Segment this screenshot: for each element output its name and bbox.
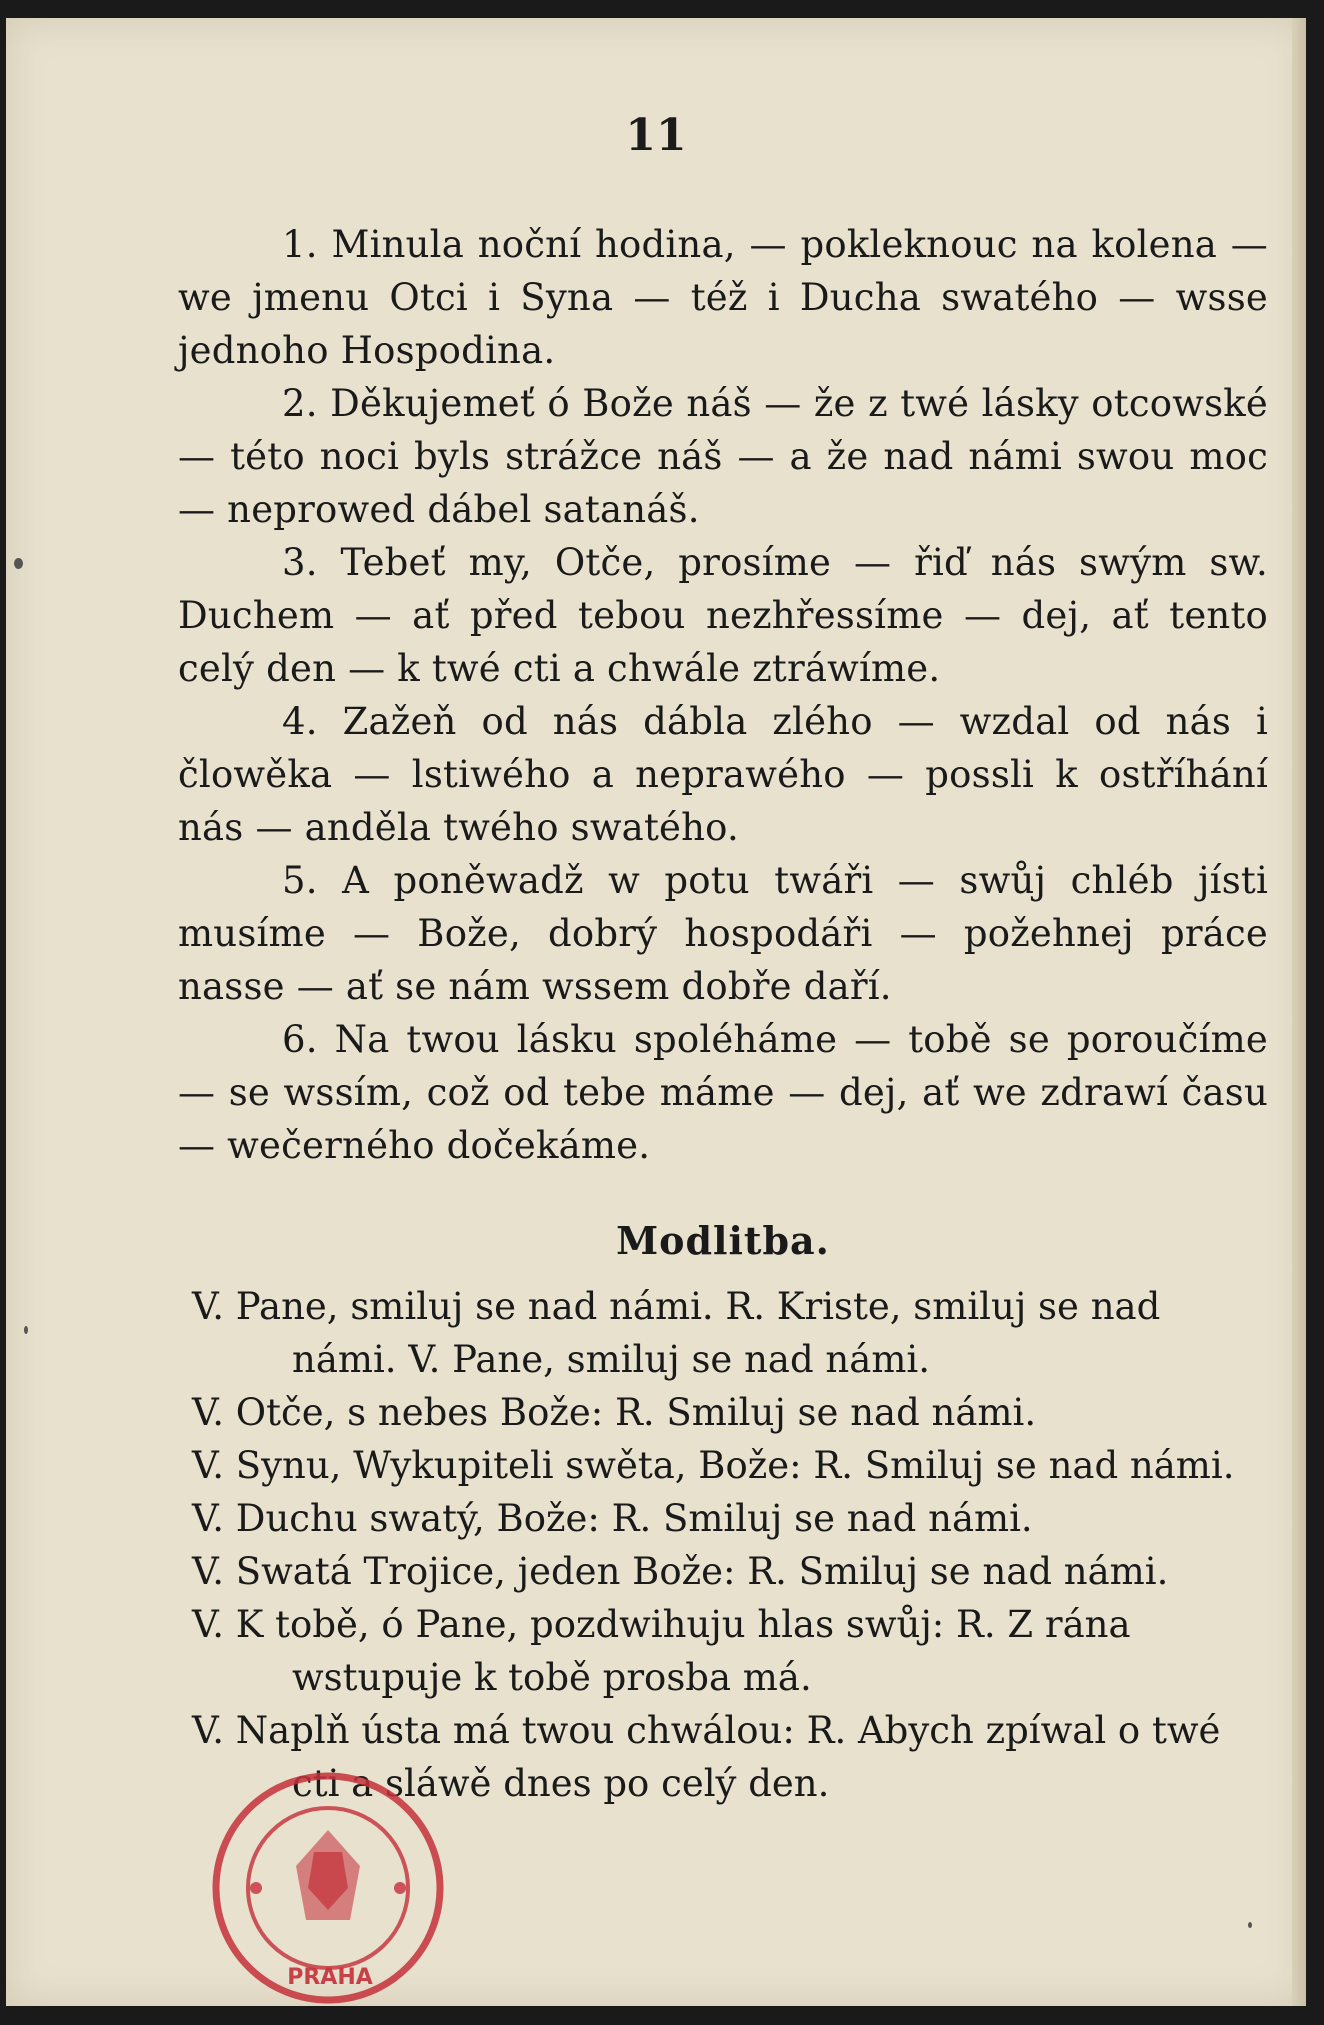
- verse-5: 5. A poněwadž w potu twáři — swůj chléb jísti musíme — Bože, dobrý hospodáři — požehnej práce nasse — ať se nám wssem dobře daří.: [178, 859, 1268, 1008]
- hymn-text: [178, 218, 1268, 1289]
- litany-line: V. Otče, s nebes Bože: R. Smiluj se nad námi.: [192, 1391, 1037, 1434]
- ink-speck: [24, 1326, 28, 1334]
- library-stamp-icon: [210, 1770, 446, 2006]
- verse-3: 3. Tebeť my, Otče, prosíme — řiď nás swým sw. Duchem — ať před tebou nezhřessíme — dej, ať tento celý den — k twé cti a chwále ztráwíme.: [178, 541, 1268, 690]
- verse-4: 4. Zažeň od nás dábla zlého — wzdal od nás i člowěka — lstiwého a neprawého — possli k ostříhání nás — anděla twého swatého.: [178, 700, 1268, 849]
- page-edge: [1292, 18, 1306, 2006]
- litany-line: V. Swatá Trojice, jeden Bože: R. Smiluj se nad námi.: [192, 1550, 1169, 1593]
- verse-6: 6. Na twou lásku spoléháme — tobě se poroučíme — se wssím, což od tebe máme — dej, ať we zdrawí času — wečerného dočekáme.: [178, 1018, 1268, 1167]
- stamp-text: PRAHA: [287, 1965, 373, 1990]
- litany-list: [192, 1280, 1272, 1810]
- ink-speck: [1248, 1922, 1252, 1928]
- book-page: [6, 18, 1306, 2006]
- verse-2: 2. Děkujemeť ó Bože náš — že z twé lásky otcowské — této noci byls strážce náš — a že nad námi swou moc — neprowed dábel satanáš.: [178, 382, 1268, 531]
- litany-line: V. Naplň ústa má twou chwálou: R. Abych zpíwal o twé cti a sláwě dnes po celý den.: [192, 1709, 1221, 1805]
- page-number: 11: [625, 110, 687, 161]
- verse-1: 1. Minula noční hodina, — pokleknouc na kolena — we jmenu Otci i Syna — též i Ducha swatého — wsse jednoho Hospodina.: [178, 223, 1268, 372]
- litany-line: V. Duchu swatý, Bože: R. Smiluj se nad námi.: [192, 1497, 1033, 1540]
- litany-line: V. Pane, smiluj se nad námi. R. Kriste, smiluj se nad námi. V. Pane, smiluj se nad námi.: [192, 1285, 1161, 1381]
- ink-speck: [14, 558, 23, 569]
- section-heading: Modlitba.: [616, 1218, 830, 1263]
- litany-line: V. K tobě, ó Pane, pozdwihuju hlas swůj: R. Z rána wstupuje k tobě prosba má.: [192, 1603, 1131, 1699]
- litany-line: V. Synu, Wykupiteli swěta, Bože: R. Smiluj se nad námi.: [192, 1444, 1235, 1487]
